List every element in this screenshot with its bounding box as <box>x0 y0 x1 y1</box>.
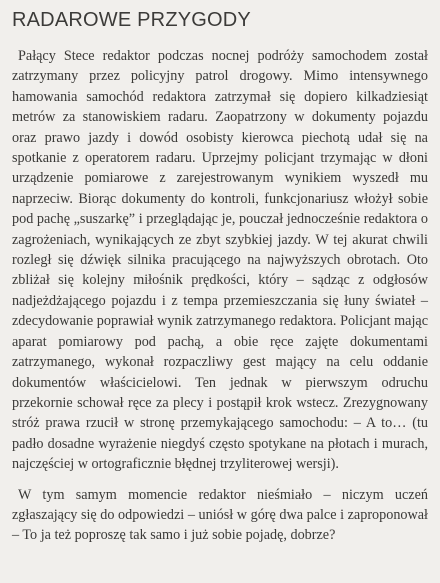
paragraph-1: Pałący Stece redaktor podczas nocnej podróży samochodem został zatrzymany przez policyjny patrol drogowy. Mimo intensywnego hamowania samochód redaktora zatrzymał się dopiero kilkadziesiąt metrów za stanowiskiem radaru. Zaopatrzony w dokumenty pojazdu oraz prawo jazdy i dowód osobisty kierowca piechotą udał się na spotkanie z operatorem radaru. Uprzejmy policjant trzymając w dłoni urządzenie pomiarowe z zarejestrowanym wynikiem wyszedł mu naprzeciw. Biorąc dokumenty do kontroli, funkcjonariusz włożył sobie pod pachę „suszarkę” i przeglądając je, pouczał jednocześnie redaktora o zagrożeniach, wynikających ze zbyt szybkiej jazdy. W tej akurat chwili rozległ się dźwięk silnika pracującego na najwyższych obrotach. Oto zbliżał się kolejny miłośnik prędkości, który – sądząc z odgłosów nadjeżdżającego pojazdu i z tempa przemieszczania się łuny świateł – zdecydowanie poprawiał wynik zatrzymanego redaktora. Policjant mając aparat pomiarowy pod pachą, a obie ręce zajęte dokumentami zatrzymanego, wykonał rozpaczliwy gest mający na celu oddanie dokumentów właścicielowi. Ten jednak w pierwszym odruchu przekornie schował ręce za plecy i postąpił krok wstecz. Zrezygnowany stróż prawa rzucił w stronę przemykającego samochodu: – A to… (tu padło dosadne wyrażenie niegdyś często spotykane na płotach i murach, najczęściej w ortograficznie błędnej trzyliterowej wersji). <box>12 48 428 473</box>
paragraph-2: W tym samym momencie redaktor nieśmiało – niczym uczeń zgłaszający się do odpowiedzi – uniósł w górę dwa palce i zaproponował – To ja też poproszę tak samo i już sobie pojadę, dobrze? <box>12 486 428 544</box>
page-title: RADAROWE PRZYGODY <box>12 9 251 31</box>
